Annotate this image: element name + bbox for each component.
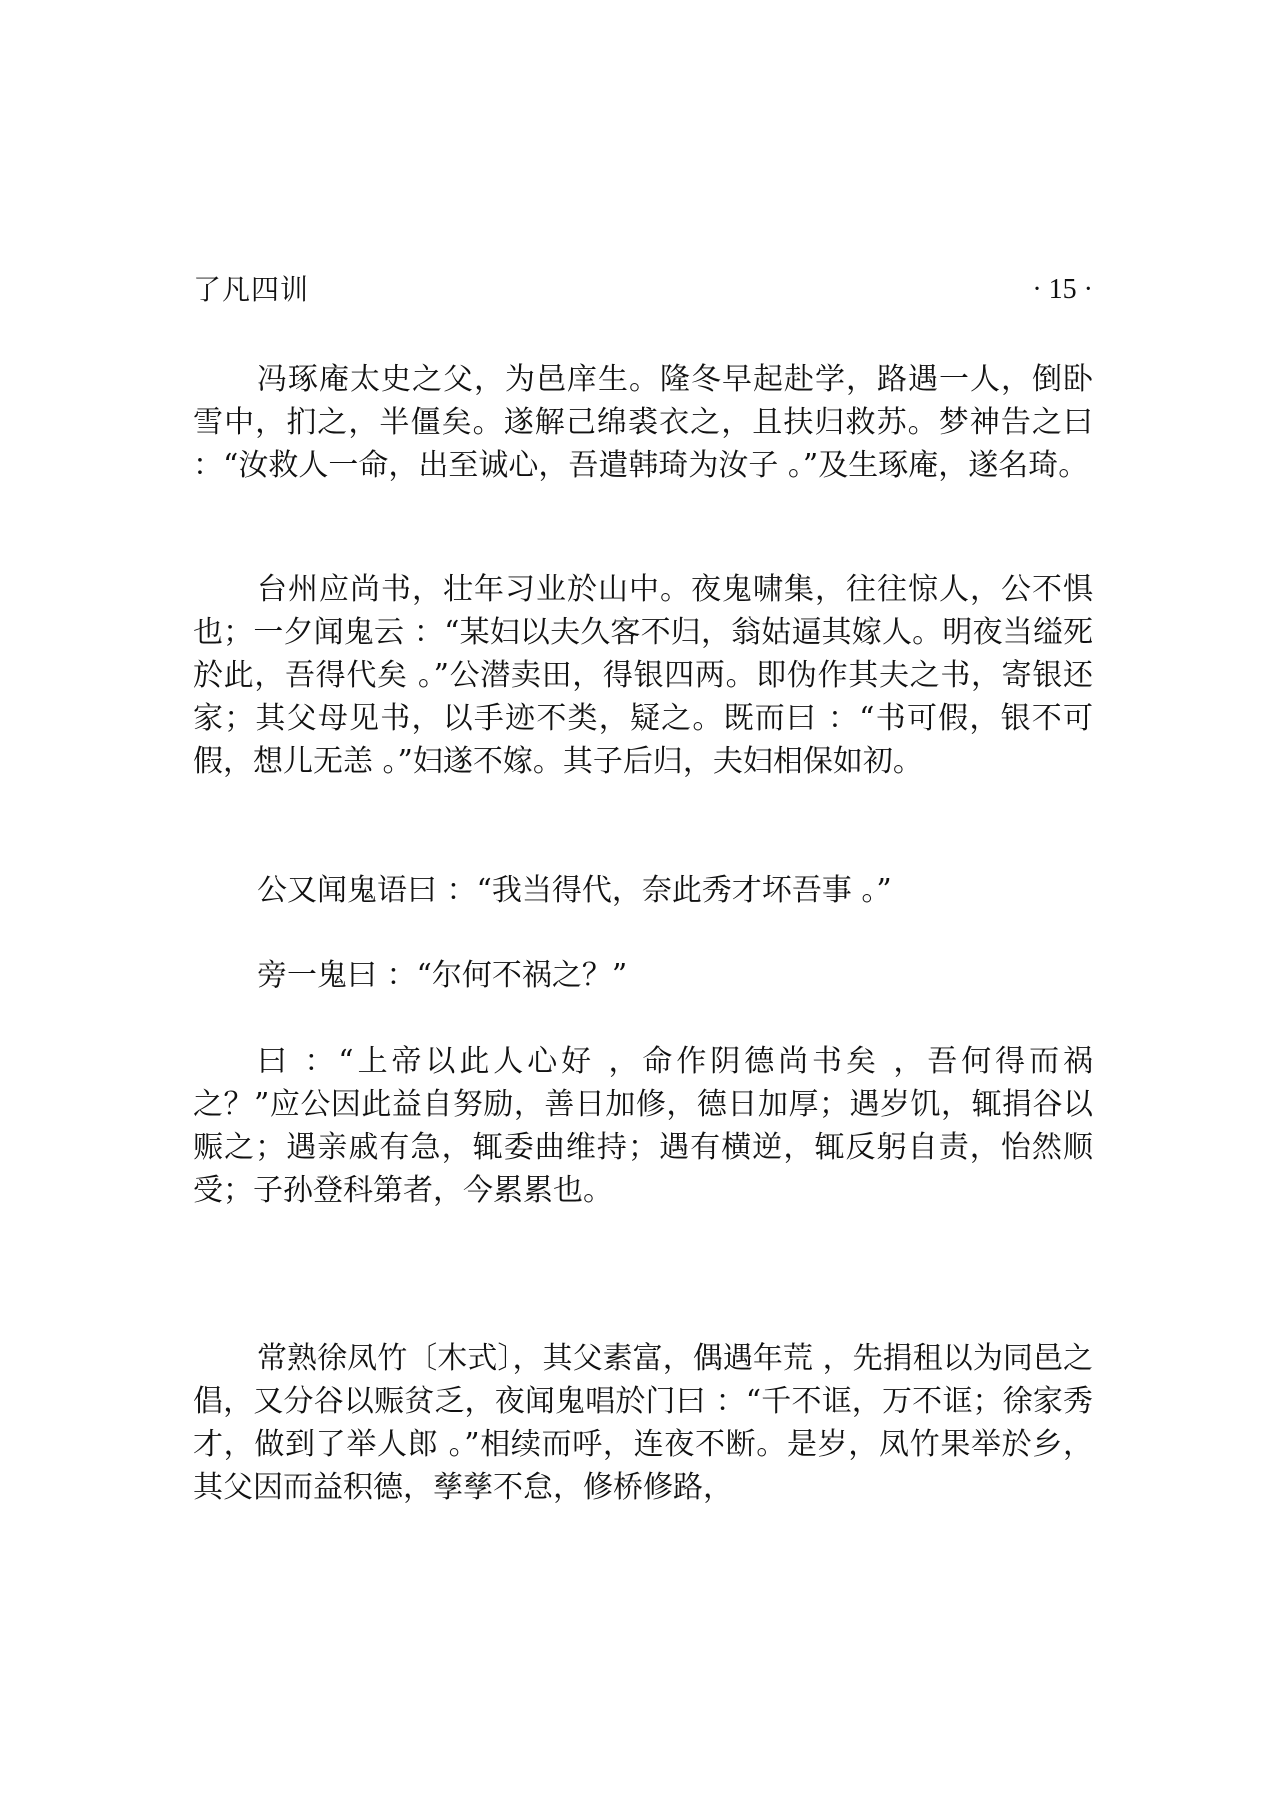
paragraph-ghost-reply: 曰 ：“上帝以此人心好 ，命作阴德尚书矣 ，吾何得而祸之？”应公因此益自努励，善日加修，德日加厚；遇岁饥，辄捐谷以赈之；遇亲戚有急，辄委曲维持；遇有横逆，辄反躬自责，怡然顺受；子孙登科第者，今累累也。 xyxy=(193,1044,1093,1208)
paragraph-ghost-speech: 公又闻鬼语曰 ：“我当得代，奈此秀才坏吾事 。” xyxy=(257,873,892,908)
paragraph-feng-zhuoan: 冯琢庵太史之父，为邑庠生。隆冬早起赴学，路遇一人，倒卧雪中，扪之，半僵矣。遂解己绵裘衣之，且扶归救苏。梦神告之曰 ：“汝救人一命，出至诚心，吾遣韩琦为汝子 。”及生琢庵，遂名琦。 xyxy=(193,362,1093,483)
book-title: 了凡四训 xyxy=(193,273,310,306)
paragraph-xu-fengzhu: 常熟徐凤竹〔木式〕，其父素富，偶遇年荒 ，先捐租以为同邑之倡，又分谷以赈贫乏，夜闻鬼唱於门曰 ：“千不诓，万不诓；徐家秀才，做到了举人郎 。”相续而呼，连夜不断。是岁，凤竹果举於乡，其父因而益积德，孳孳不怠，修桥修路， xyxy=(193,1341,1093,1505)
page-number: · 15 · xyxy=(1032,274,1093,305)
paragraph-second-ghost: 旁一鬼曰 ：“尔何不祸之？” xyxy=(257,958,628,993)
paragraph-ying-shangshu: 台州应尚书，壮年习业於山中。夜鬼啸集，往往惊人，公不惧也；一夕闻鬼云 ：“某妇以夫久客不归，翁姑逼其嫁人。明夜当缢死於此，吾得代矣 。”公潜卖田，得银四两。即伪作其夫之书，寄银还家；其父母见书，以手迹不类，疑之。既而曰 ：“书可假，银不可假，想儿无恙 。”妇遂不嫁。其子后归，夫妇相保如初。 xyxy=(193,572,1093,779)
running-header xyxy=(193,268,1093,312)
